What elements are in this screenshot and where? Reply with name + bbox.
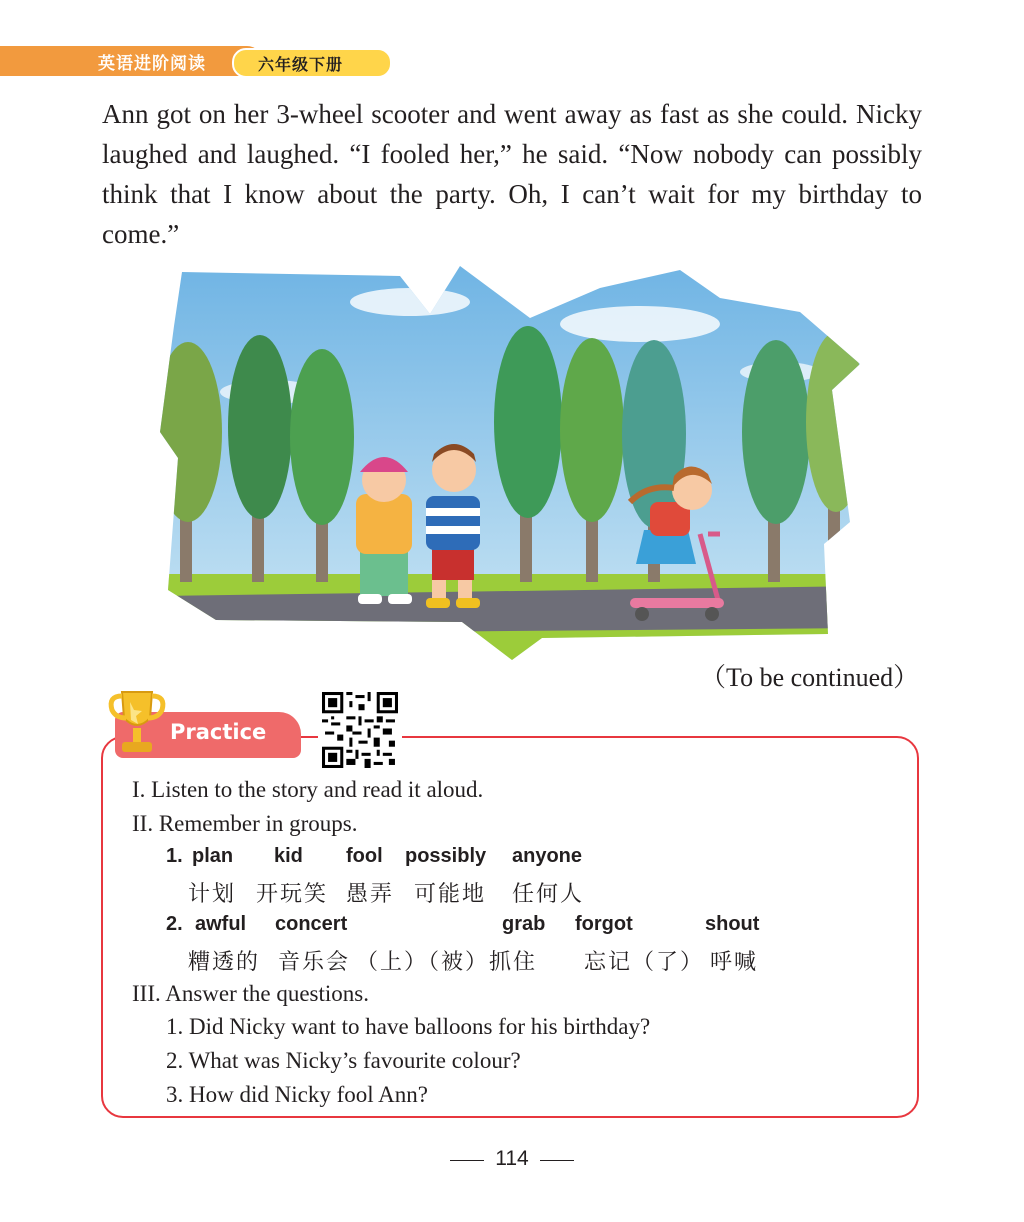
vocab-word: anyone	[512, 845, 583, 867]
cloud	[560, 306, 720, 342]
cloud	[350, 288, 470, 316]
vocab-meaning: 忘记（了）	[584, 950, 705, 975]
header-grade-title: 六年级下册	[258, 55, 344, 74]
vocab-word: possibly	[405, 845, 487, 867]
vocab-meaning: 任何人	[512, 882, 585, 907]
vocab-word: grab	[502, 913, 546, 935]
question-2: 2. What was Nicky’s favourite colour?	[166, 1048, 521, 1073]
page-number-dash-right	[540, 1160, 574, 1161]
vocab-meaning: 糟透的	[188, 950, 261, 975]
qr-code-icon[interactable]	[322, 692, 398, 768]
vocab-word: plan	[192, 845, 234, 867]
vocab-meaning: （上）（被）抓住	[356, 950, 538, 975]
vocab-meaning: 呼喊	[710, 950, 759, 975]
practice-label: Practice	[170, 720, 267, 744]
group-2-number: 2.	[166, 913, 183, 935]
trophy-icon	[104, 684, 170, 760]
vocab-word: awful	[195, 913, 247, 935]
vocab-word: forgot	[575, 913, 633, 935]
question-3: 3. How did Nicky fool Ann?	[166, 1082, 428, 1107]
story-paragraph: Ann got on her 3-wheel scooter and went away as fast as she could. Nicky laughed and laughed. “I fooled her,” he said. “Now nobody can possibly think that I know about the party. Oh, I can’t wait for my birthday to come.”	[102, 99, 922, 249]
story-illustration	[160, 262, 866, 670]
section-1-instruction: I. Listen to the story and read it aloud.	[132, 777, 484, 802]
question-1: 1. Did Nicky want to have balloons for his birthday?	[166, 1014, 651, 1039]
vocab-word: kid	[274, 845, 303, 867]
vocab-meaning: 开玩笑	[256, 882, 329, 907]
vocab-word: concert	[275, 913, 348, 935]
to-be-continued: （To be continued）	[700, 663, 920, 692]
vocab-word: shout	[705, 913, 760, 935]
page-number: 114	[495, 1147, 529, 1170]
vocab-meaning: 计划	[188, 882, 237, 907]
group-1-number: 1.	[166, 845, 183, 867]
vocab-meaning: 愚弄	[346, 882, 395, 907]
vocab-word: fool	[346, 845, 383, 867]
header-series-title: 英语进阶阅读	[98, 54, 206, 74]
vocab-meaning: 音乐会	[278, 950, 351, 975]
section-3-instruction: III. Answer the questions.	[132, 981, 369, 1006]
vocab-meaning: 可能地	[414, 882, 487, 907]
section-2-instruction: II. Remember in groups.	[132, 811, 358, 836]
child-with-hat	[356, 457, 412, 604]
